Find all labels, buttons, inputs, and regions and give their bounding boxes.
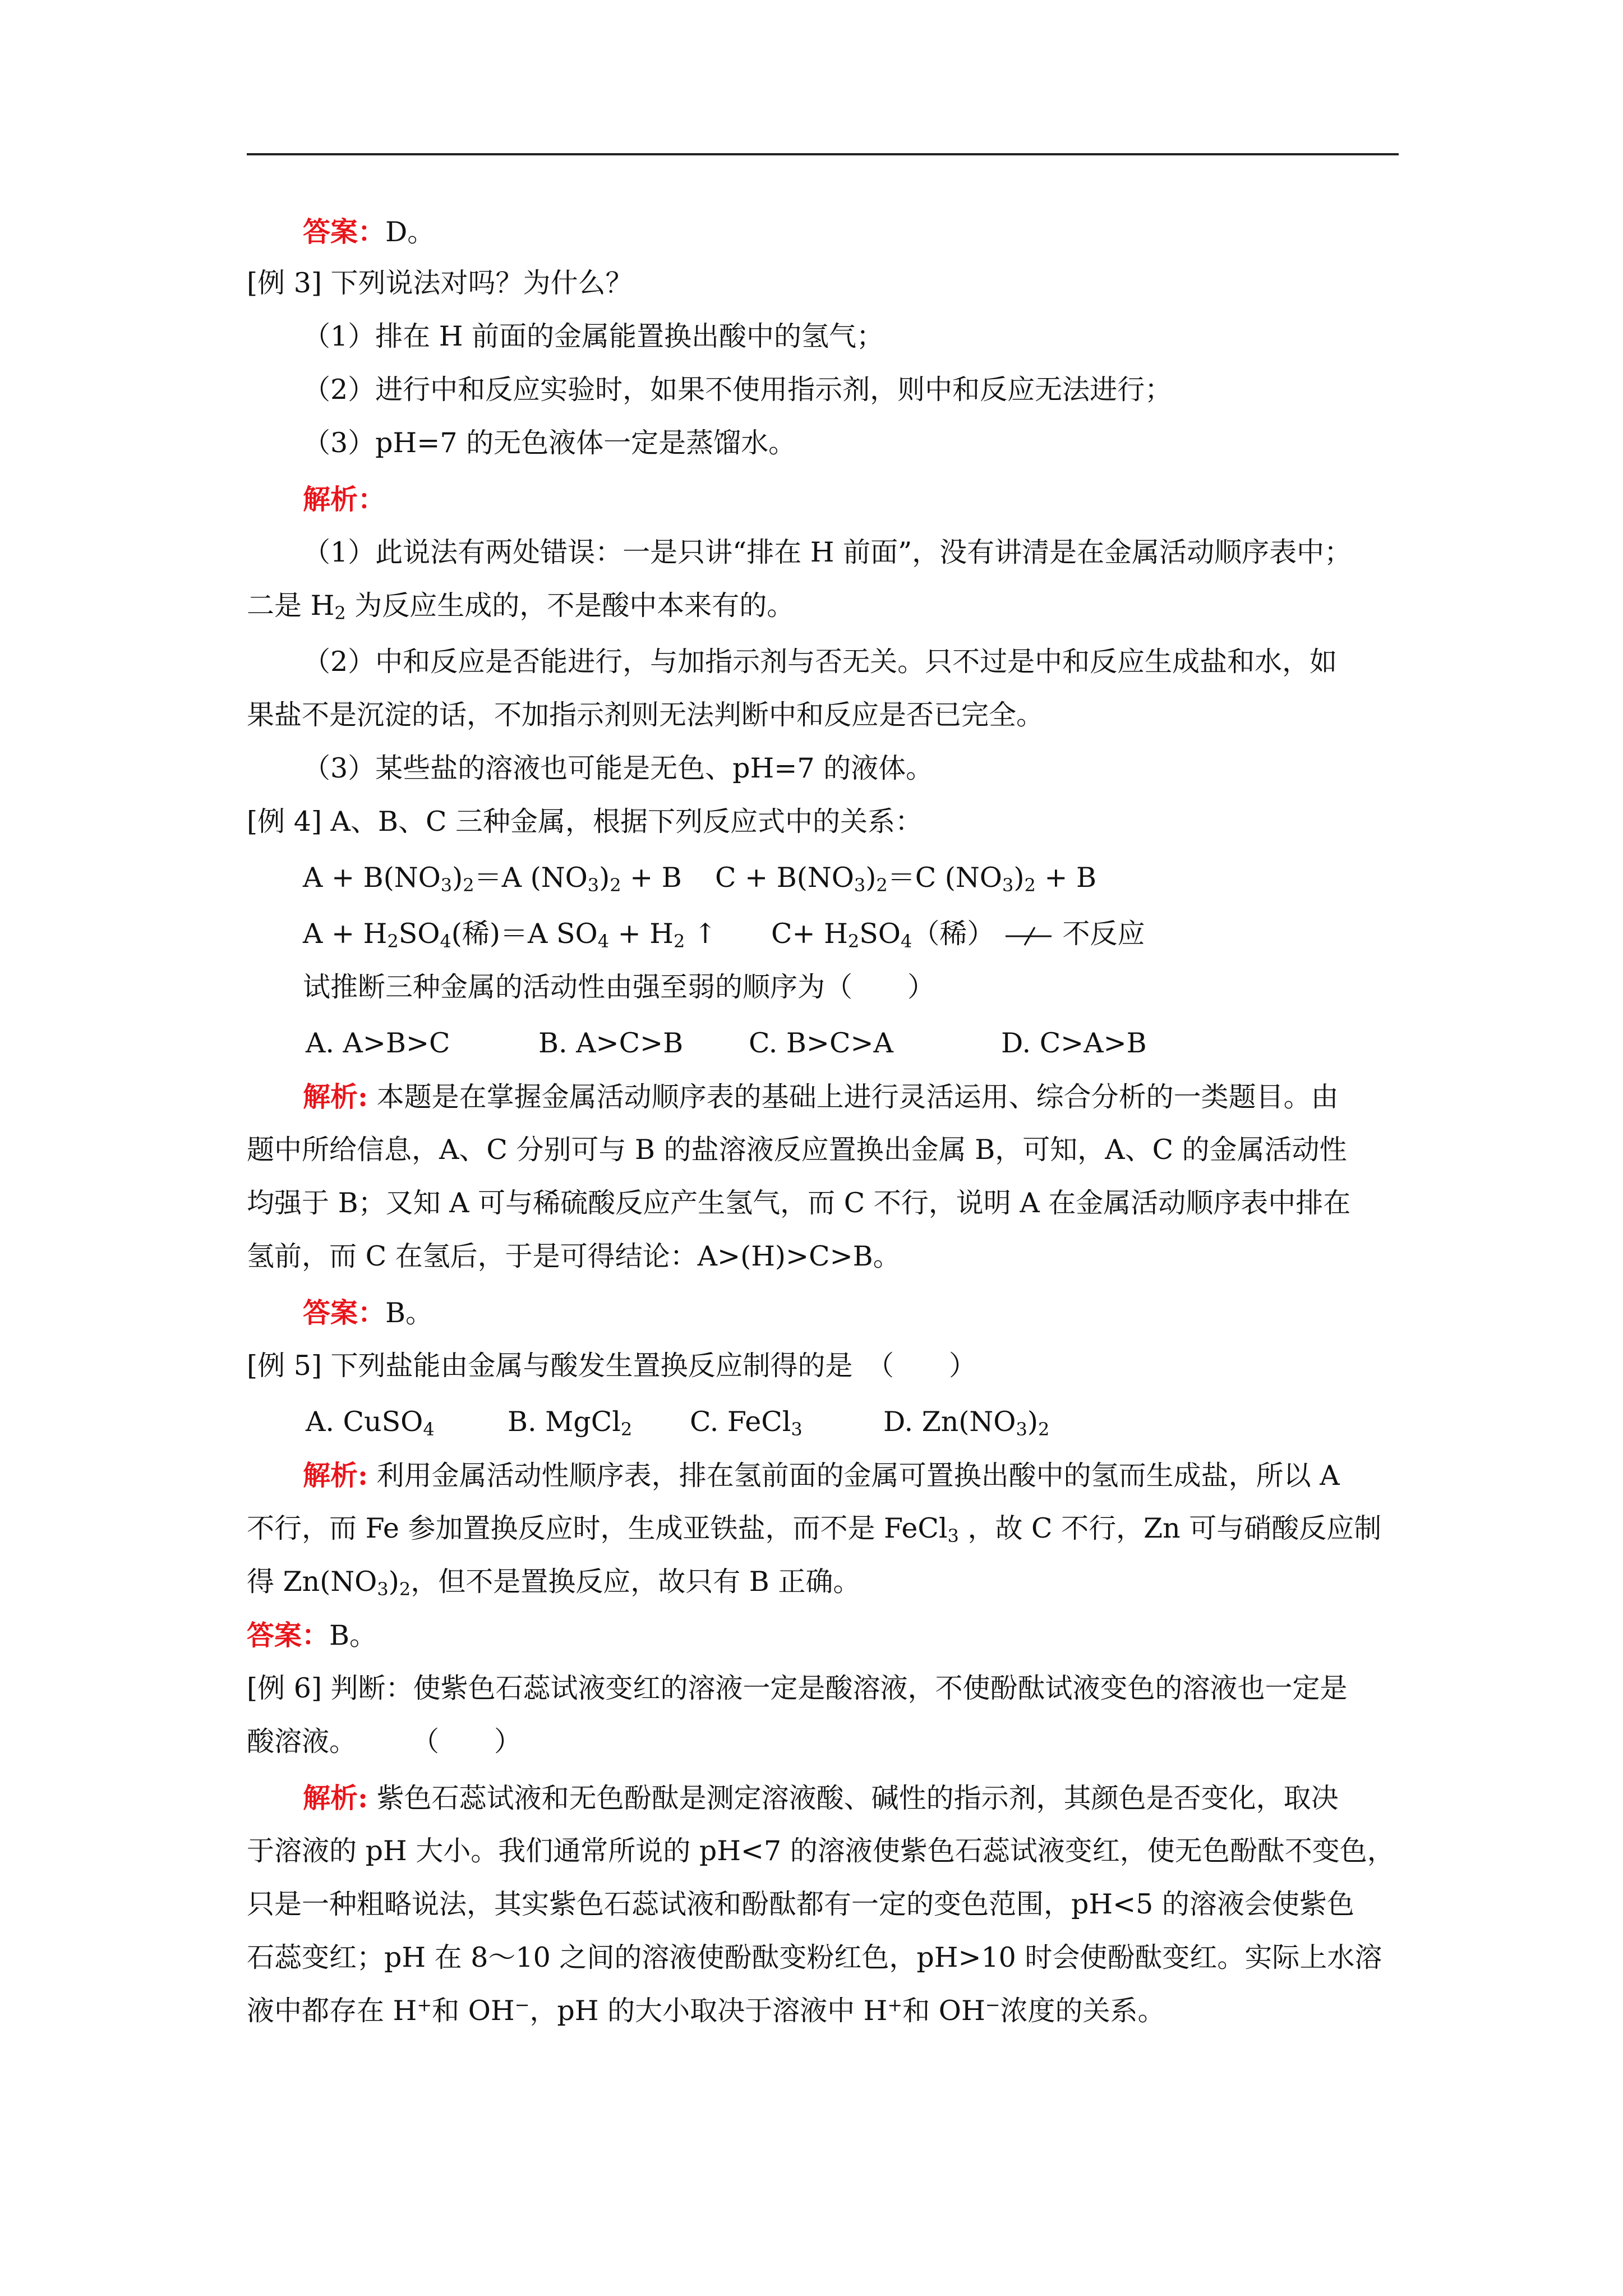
ex6-title-line2: 酸溶液。 （ ）: [247, 1726, 522, 1757]
ex5-answer: 答案：B。: [247, 1619, 377, 1651]
ex5-option-d: D. $Zn(NO_3)_2$: [883, 1406, 1050, 1440]
ex4-option-c: C. B>C>A: [749, 1027, 893, 1059]
ex5-title: [例 5] 下列盐能由金属与酸发生置换反应制得的是 （ ）: [247, 1350, 977, 1382]
ex6-analysis-line5: 液中都存在 H+和 OH−，pH 的大小取决于溶液中 H+和 OH−浓度的关系。: [247, 1994, 1165, 2027]
ex4-title: [例 4] A、B、C 三种金属，根据下列反应式中的关系：: [247, 806, 923, 838]
ex4-analysis-line1: 解析: 本题是在掌握金属活动顺序表的基础上进行灵活运用、综合分析的一类题目。由: [303, 1080, 1339, 1113]
ex4-analysis-line4: 氢前，而 C 在氢后，于是可得结论：A>(H)>C>B。: [247, 1240, 901, 1272]
ex6-analysis-line1: 解析: 紫色石蕊试液和无色酚酞是测定溶液酸、碱性的指示剂，其颜色是否变化，取决: [303, 1782, 1339, 1814]
answer-label: 答案：: [247, 1619, 330, 1651]
ex3-a1-line1: （1）此说法有两处错误：一是只讲“排在 H 前面”，没有讲清是在金属活动顺序表中；: [303, 536, 1352, 568]
ex6-analysis-line3: 只是一种粗略说法，其实紫色石蕊试液和酚酞都有一定的变色范围，pH<5 的溶液会使紫色: [247, 1888, 1354, 1920]
ex3-title: [例 3] 下列说法对吗？为什么？: [247, 267, 633, 299]
ex4-option-a: A. A>B>C: [306, 1027, 450, 1059]
ex3-analysis-label: 解析：: [303, 483, 386, 516]
ex4-question: 试推断三种金属的活动性由强至弱的顺序为（ ）: [303, 971, 935, 1003]
ex6-analysis-line4: 石蕊变红；pH 在 8～10 之间的溶液使酚酞变粉红色，pH>10 时会使酚酞变红。实际上水溶: [247, 1941, 1382, 1973]
answer-text: D。: [385, 216, 435, 248]
ex3-a2-line1: （2）中和反应是否能进行，与加指示剂与否无关。只不过是中和反应生成盐和水，如: [303, 646, 1338, 678]
ex5-option-b: B. MgCl$_2$: [508, 1406, 633, 1440]
ex4-eq1: $A + B(NO_3)_2=A$ $(NO_3)_2 + B$: [303, 862, 682, 896]
analysis-label: 解析:: [303, 1782, 368, 1814]
no-reaction-arrow-icon: [1003, 925, 1054, 947]
ex6-analysis-line2: 于溶液的 pH 大小。我们通常所说的 pH<7 的溶液使紫色石蕊试液变红，使无色酚酞不变色，: [247, 1835, 1395, 1867]
ex5-analysis-line2: 不行，而 Fe 参加置换反应时，生成亚铁盐，而不是 FeCl$_3$ ，故 C 不行，Zn 可与硝酸反应制: [247, 1512, 1382, 1547]
ex5-analysis-line3: 得 $Zn(NO_3)_2$，但不是置换反应，故只有 B 正确。: [247, 1566, 861, 1600]
ex2-answer: [303, 215, 435, 249]
ex3-q1: （1）排在 H 前面的金属能置换出酸中的氢气；: [303, 320, 884, 352]
ex3-a2-line2: 果盐不是沉淀的话，不加指示剂则无法判断中和反应是否已完全。: [247, 699, 1044, 731]
ex3-a3: （3）某些盐的溶液也可能是无色、pH=7 的液体。: [303, 752, 934, 784]
ex5-option-a: A. CuSO$_4$: [306, 1406, 435, 1440]
ex6-title-line1: [例 6] 判断：使紫色石蕊试液变红的溶液一定是酸溶液，不使酚酞试液变色的溶液也一定是: [247, 1672, 1348, 1704]
header-rule: [247, 153, 1399, 155]
ex4-eq4: $C+ H_2SO_4$（稀） 不反应: [771, 918, 1145, 952]
ex3-q2: （2）进行中和反应实验时，如果不使用指示剂，则中和反应无法进行；: [303, 374, 1173, 406]
ex4-answer: 答案：B。: [303, 1296, 434, 1329]
ex4-option-d: D. C>A>B: [1001, 1027, 1147, 1059]
ex4-eq2: $C + B(NO_3)_2=C$ $(NO_3)_2 + B$: [715, 862, 1097, 896]
ex5-option-c: C. FeCl$_3$: [690, 1406, 803, 1440]
ex4-analysis-line3: 均强于 B；又知 A 可与稀硫酸反应产生氢气，而 C 不行，说明 A 在金属活动顺序表中排在: [247, 1187, 1351, 1219]
ex4-eq3: $A + H_2SO_4$(稀)＝A $SO_4 + H_2$ ↑: [303, 918, 717, 952]
ex3-a1-line2: 二是 $H_2$ 为反应生成的，不是酸中本来有的。: [247, 590, 795, 624]
ex4-analysis-line2: 题中所给信息，A、C 分别可与 B 的盐溶液反应置换出金属 B，可知，A、C 的金属活动性: [247, 1134, 1347, 1166]
analysis-label: 解析:: [303, 1080, 368, 1113]
answer-label: 答案：: [303, 215, 386, 248]
ex4-option-b: B. A>C>B: [538, 1027, 684, 1059]
ex5-analysis-line1: 解析: 利用金属活动性顺序表，排在氢前面的金属可置换出酸中的氢而生成盐，所以 A: [303, 1459, 1340, 1492]
ex3-q3: （3）pH=7 的无色液体一定是蒸馏水。: [303, 427, 796, 459]
analysis-label: 解析:: [303, 1459, 368, 1492]
answer-label: 答案：: [303, 1296, 386, 1329]
